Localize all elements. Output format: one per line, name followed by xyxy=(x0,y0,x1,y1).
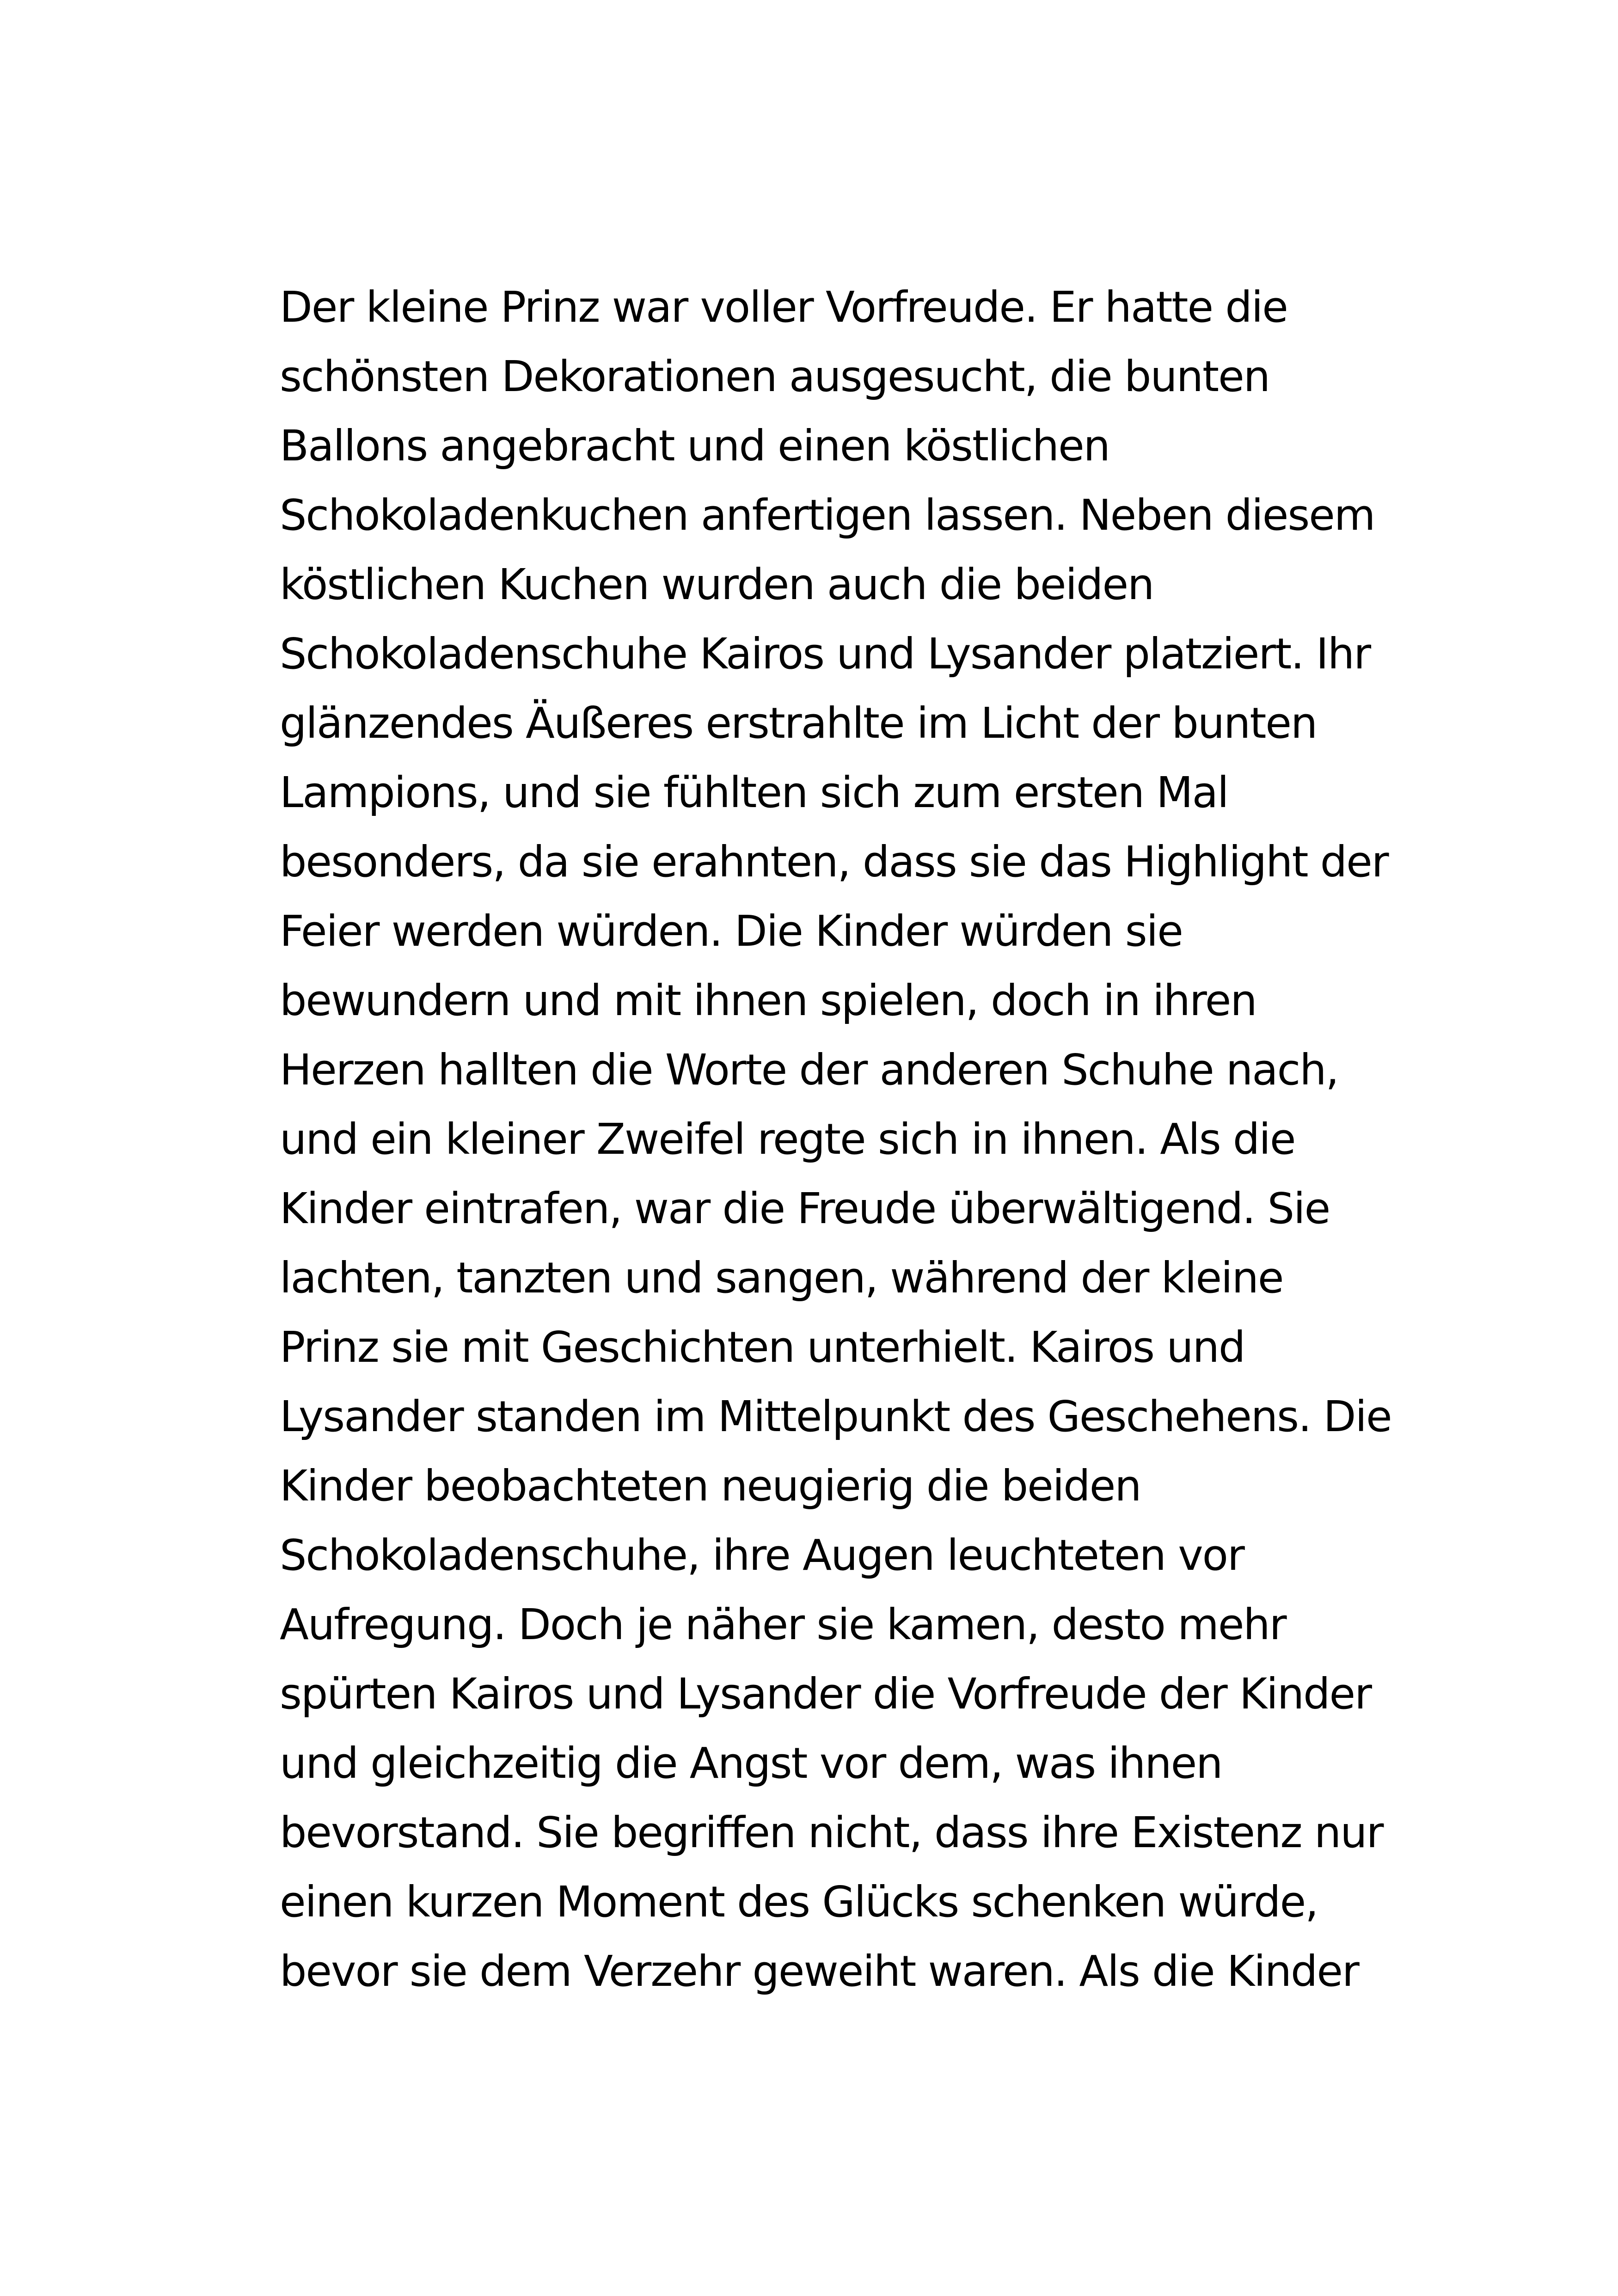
text-line: besonders, da sie erahnten, dass sie das Highlight der xyxy=(280,837,1388,887)
text-line: Herzen hallten die Worte der anderen Schuhe nach, xyxy=(280,1045,1338,1095)
text-line: einen kurzen Moment des Glücks schenken würde, xyxy=(280,1877,1318,1927)
text-line: Aufregung. Doch je näher sie kamen, desto mehr xyxy=(280,1600,1286,1649)
text-line: Schokoladenschuhe, ihre Augen leuchteten vor xyxy=(280,1531,1244,1580)
text-line: köstlichen Kuchen wurden auch die beiden xyxy=(280,560,1154,609)
text-line: Schokoladenschuhe Kairos und Lysander platziert. Ihr xyxy=(280,629,1371,679)
text-line: und gleichzeitig die Angst vor dem, was ihnen xyxy=(280,1739,1222,1788)
text-line: bevor sie dem Verzehr geweiht waren. Als die Kinder xyxy=(280,1947,1359,1996)
body-text xyxy=(280,273,1389,2006)
text-line: Lampions, und sie fühlten sich zum ersten Mal xyxy=(280,768,1228,817)
text-line: Der kleine Prinz war voller Vorfreude. Er hatte die xyxy=(280,282,1287,332)
text-line: Feier werden würden. Die Kinder würden sie xyxy=(280,906,1183,956)
text-line: Lysander standen im Mittelpunkt des Geschehens. Die xyxy=(280,1392,1391,1441)
text-line: Prinz sie mit Geschichten unterhielt. Kairos und xyxy=(280,1322,1245,1372)
text-line: bewundern und mit ihnen spielen, doch in ihren xyxy=(280,976,1256,1025)
text-line: lachten, tanzten und sangen, während der kleine xyxy=(280,1253,1283,1303)
text-line: Kinder beobachteten neugierig die beiden xyxy=(280,1461,1141,1511)
text-line: Kinder eintrafen, war die Freude überwältigend. Sie xyxy=(280,1184,1330,1233)
text-line: Ballons angebracht und einen köstlichen xyxy=(280,421,1109,471)
text-line: Schokoladenkuchen anfertigen lassen. Neben diesem xyxy=(280,490,1375,540)
text-line: glänzendes Äußeres erstrahlte im Licht der bunten xyxy=(280,698,1317,748)
text-line: spürten Kairos und Lysander die Vorfreude der Kinder xyxy=(280,1669,1371,1719)
text-line: schönsten Dekorationen ausgesucht, die bunten xyxy=(280,352,1269,401)
text-line: bevorstand. Sie begriffen nicht, dass ihre Existenz nur xyxy=(280,1808,1383,1857)
text-line: und ein kleiner Zweifel regte sich in ihnen. Als die xyxy=(280,1114,1295,1164)
